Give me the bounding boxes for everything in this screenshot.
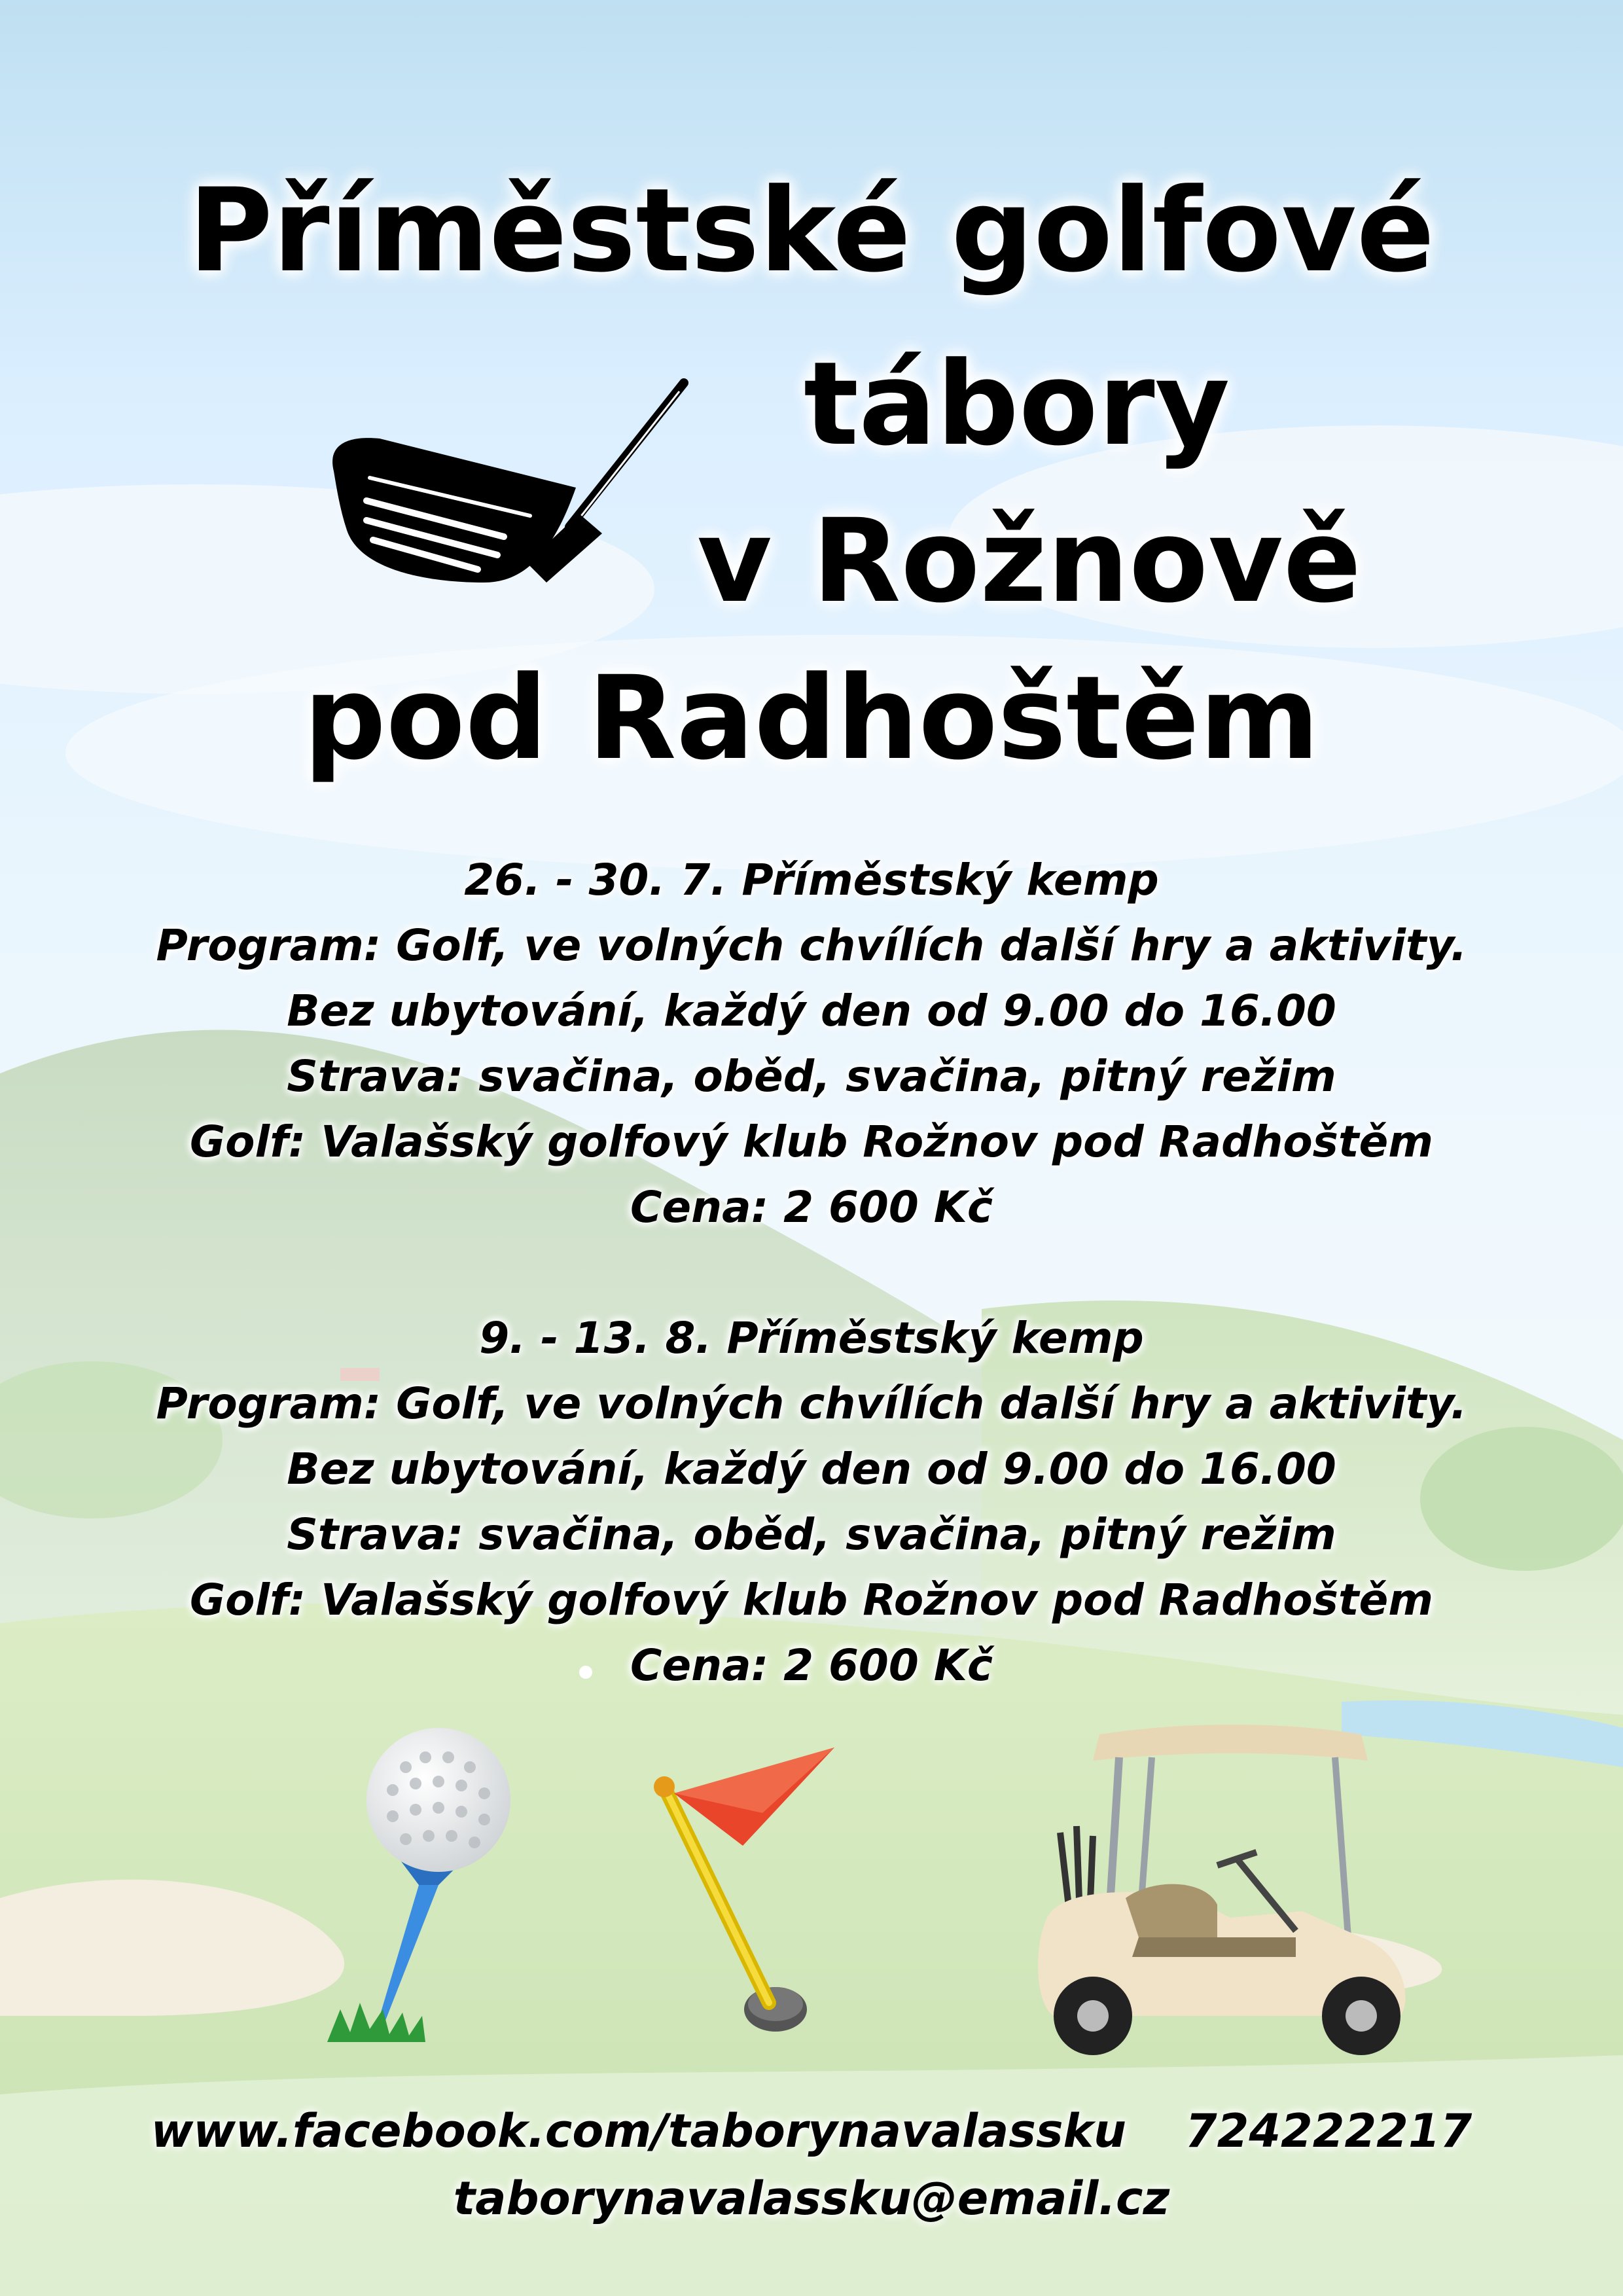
golf-club-icon — [321, 373, 700, 596]
title-line-3: v Rožnově — [697, 494, 1362, 628]
camp-1-golf: Golf: Valašský golfový klub Rožnov pod Radhoštěm — [189, 1117, 1434, 1167]
title-line-2: tábory — [804, 337, 1230, 471]
title-line-4: pod Radhoštěm — [303, 651, 1320, 785]
golf-flag-icon — [638, 1741, 847, 2042]
golf-cart-icon — [1021, 1721, 1427, 2062]
camp-2-price: Cena: 2 600 Kč — [630, 1640, 993, 1691]
camp-2-program: Program: Golf, ve volných chvílích další hry a aktivity. — [156, 1378, 1467, 1429]
facebook-link[interactable]: www.facebook.com/taborynavalassku — [151, 2104, 1126, 2158]
title-line-1: Příměstské golfové — [188, 164, 1435, 298]
camp-1-accommodation: Bez ubytování, každý den od 9.00 do 16.00 — [287, 986, 1336, 1036]
contact-line-2 — [0, 2172, 1623, 2225]
camp-1-program: Program: Golf, ve volných chvílích další hry a aktivity. — [156, 920, 1467, 971]
camp-2-block — [0, 1306, 1623, 1698]
email-link[interactable]: taborynavalassku@email.cz — [453, 2172, 1170, 2225]
camp-2-dates: 9. - 13. 8. Příměstský kemp — [479, 1313, 1144, 1363]
camp-1-price: Cena: 2 600 Kč — [630, 1182, 993, 1232]
camp-1-dates: 26. - 30. 7. Příměstský kemp — [464, 855, 1159, 905]
camp-1-block — [0, 848, 1623, 1240]
golf-ball-tee-icon — [314, 1721, 524, 2055]
camp-1-food: Strava: svačina, oběd, svačina, pitný režim — [287, 1051, 1336, 1102]
camp-2-golf: Golf: Valašský golfový klub Rožnov pod Radhoštěm — [189, 1575, 1434, 1625]
contact-line-1 — [0, 2104, 1623, 2158]
phone-number[interactable]: 724222217 — [1185, 2104, 1472, 2158]
camp-2-accommodation: Bez ubytování, každý den od 9.00 do 16.00 — [287, 1444, 1336, 1494]
camp-2-food: Strava: svačina, oběd, svačina, pitný režim — [287, 1509, 1336, 1560]
